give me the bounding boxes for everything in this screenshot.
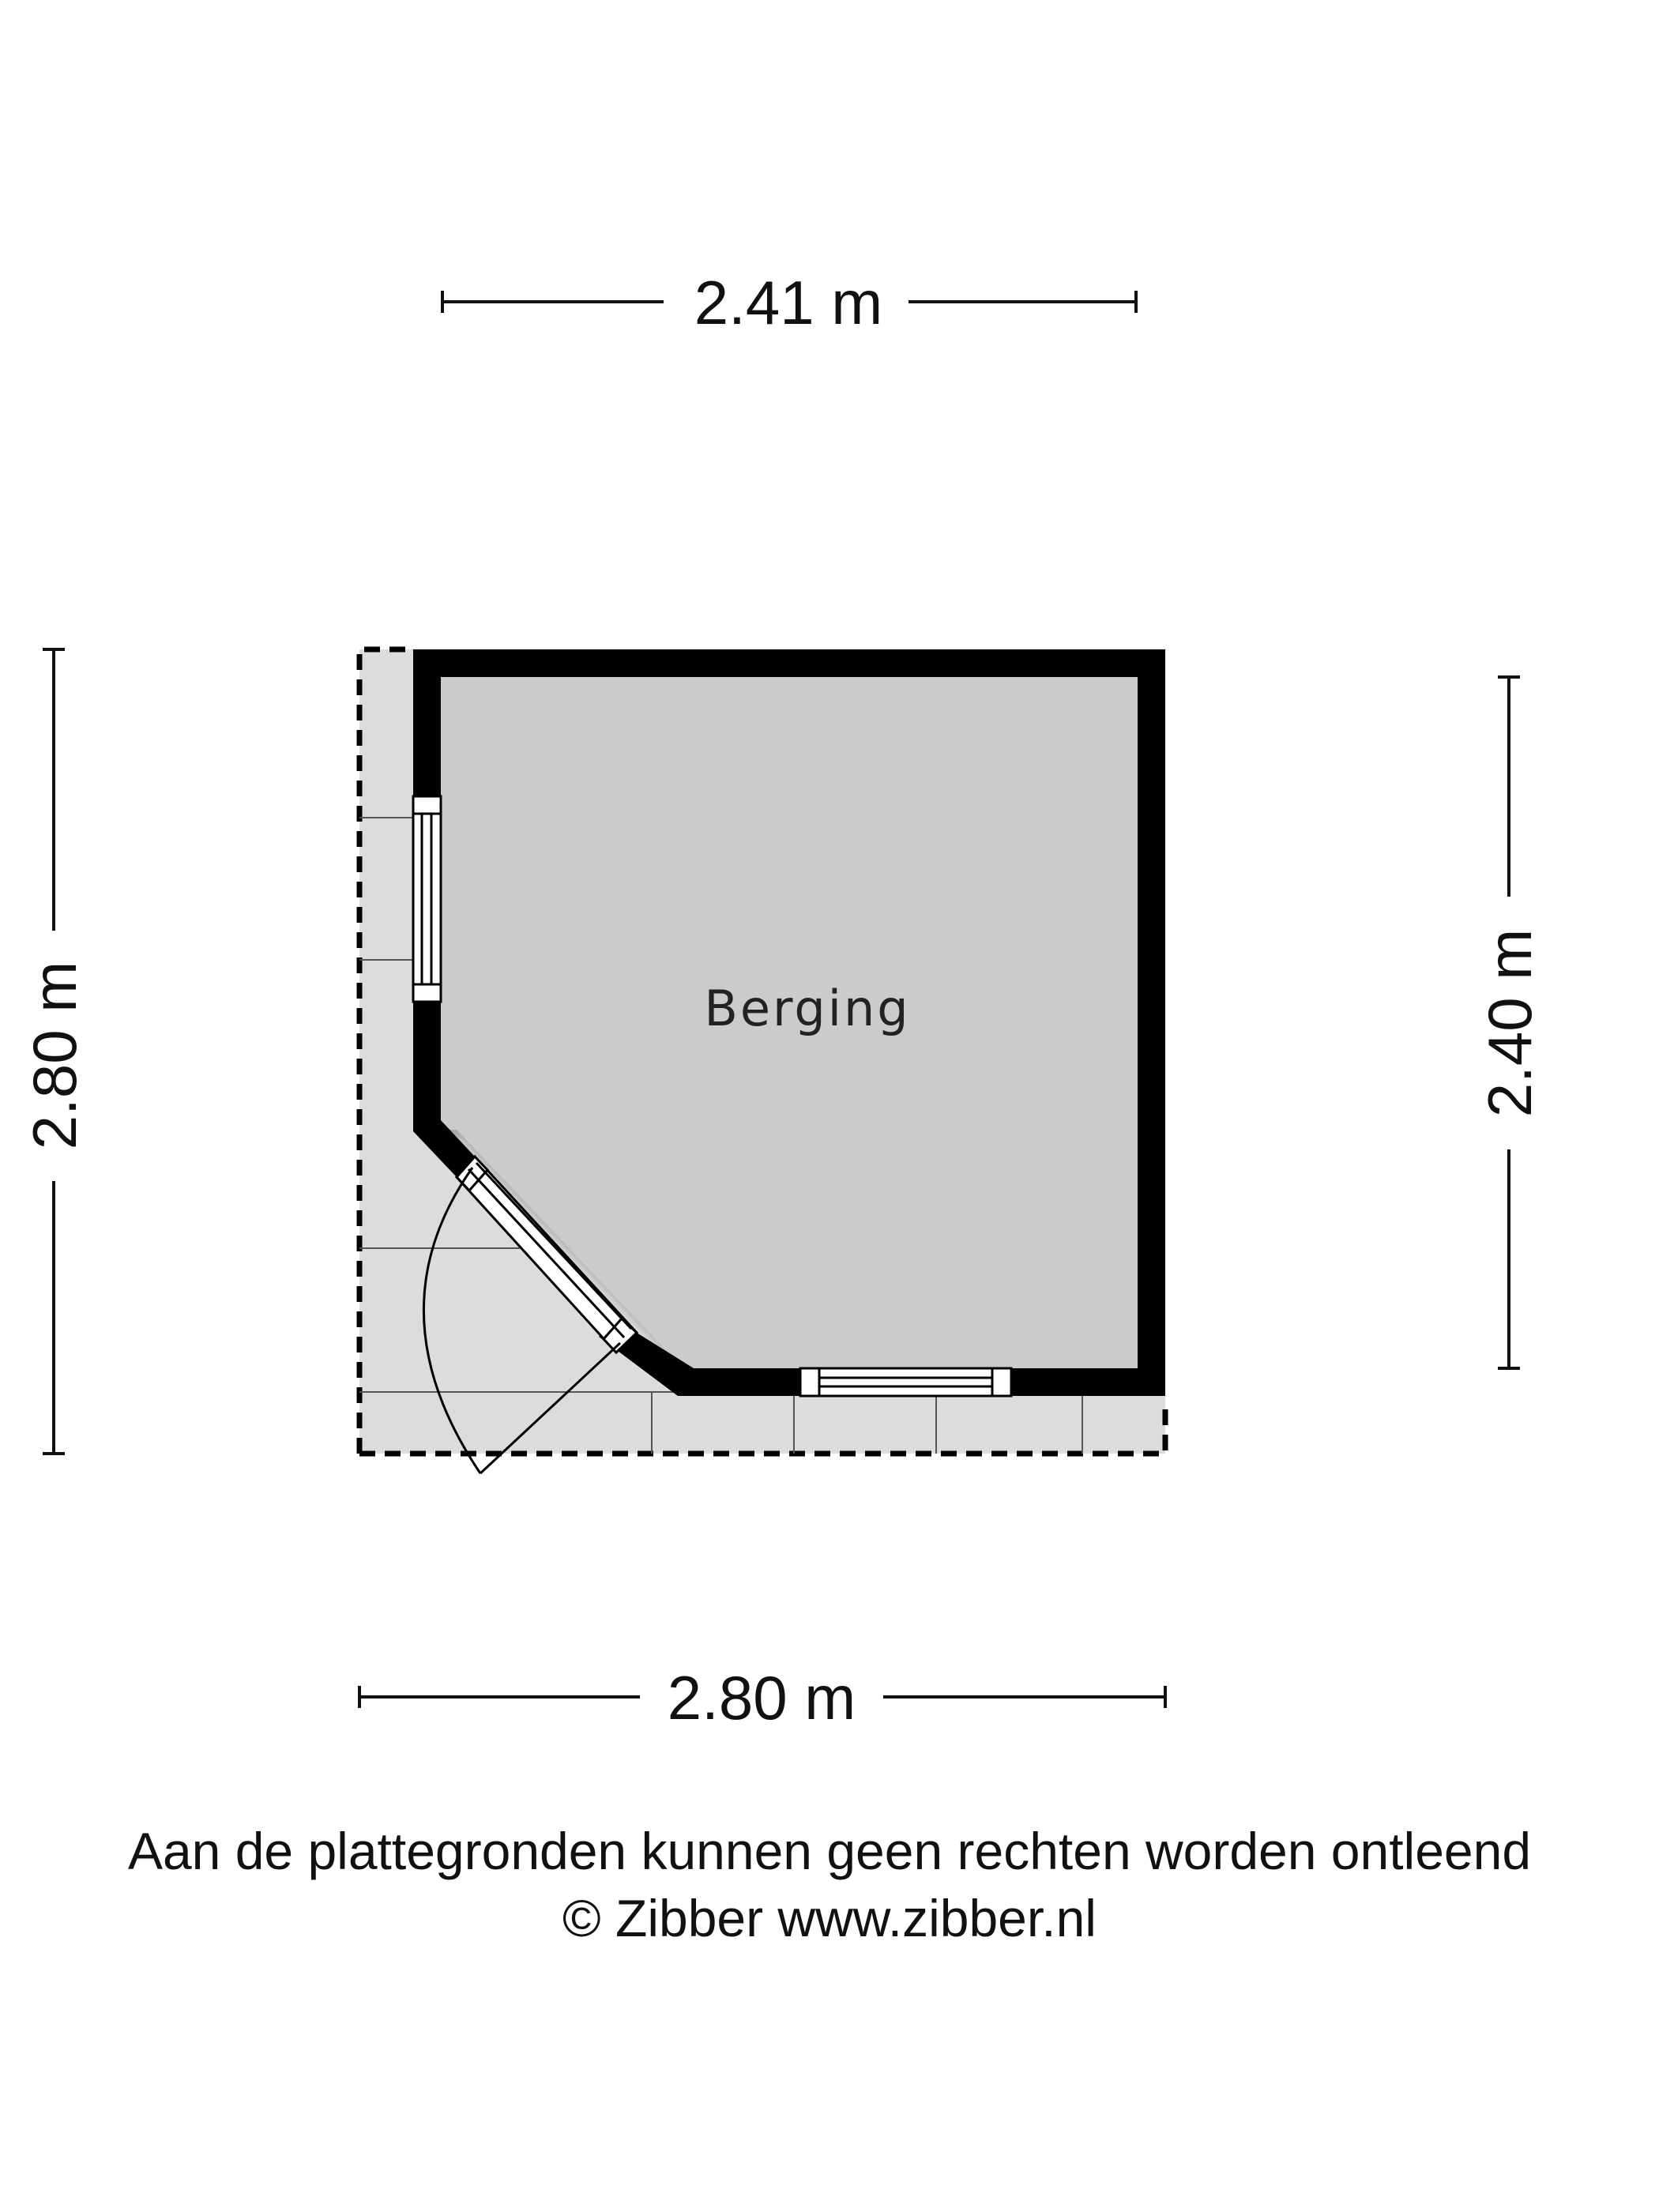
window-bottom [800, 1368, 1011, 1396]
dimension-left-label: 2.80 m [20, 961, 89, 1150]
room-label: Berging [704, 980, 911, 1037]
wall-right [1138, 649, 1165, 1396]
dimension-top-label: 2.41 m [694, 268, 883, 337]
wall-left-lower [413, 1002, 441, 1130]
disclaimer-text: Aan de plattegronden kunnen geen rechten worden ontleend [127, 1822, 1532, 1880]
wall-bottom-right [1011, 1368, 1165, 1396]
wall-left-upper [413, 649, 441, 796]
dimension-right-label: 2.40 m [1475, 928, 1544, 1118]
copyright-text: © Zibber www.zibber.nl [562, 1889, 1097, 1947]
window-left [413, 796, 441, 1002]
wall-top [413, 649, 1164, 677]
dimension-bottom-label: 2.80 m [667, 1663, 856, 1732]
wall-bottom-left [678, 1368, 800, 1396]
